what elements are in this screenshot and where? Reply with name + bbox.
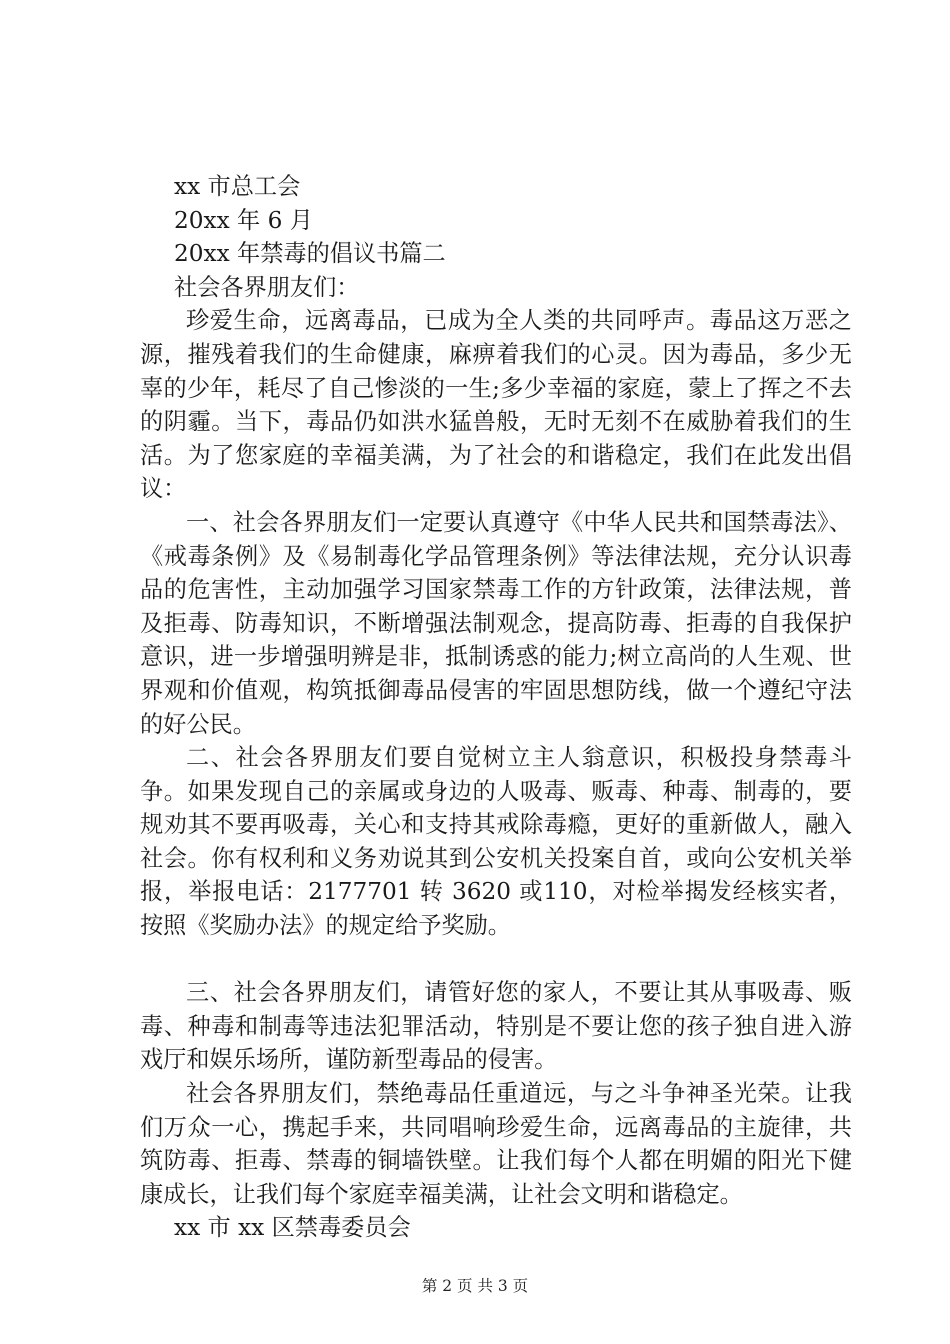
document-body (140, 170, 852, 1245)
date-line: 20xx 年 6 月 (174, 206, 313, 234)
intro-paragraph: 珍爱生命，远离毒品，已成为全人类的共同呼声。毒品这万恶之源，摧残着我们的生命健康，麻痹着我们的心灵。因为毒品，多少无辜的少年，耗尽了自己惨淡的一生;多少幸福的家庭，蒙上了挥之不去的阴霾。当下，毒品仍如洪水猛兽般，无时无刻不在威胁着我们的生活。为了您家庭的幸福美满，为了社会的和谐稳定，我们在此发出倡议： (140, 307, 852, 503)
point-1-paragraph: 一、社会各界朋友们一定要认真遵守《中华人民共和国禁毒法》、《戒毒条例》及《易制毒化学品管理条例》等法律法规，充分认识毒品的危害性，主动加强学习国家禁毒工作的方针政策，法律法规，普及拒毒、防毒知识，不断增强法制观念，提高防毒、拒毒的自我保护意识，进一步增强明辨是非，抵制诱惑的能力;树立高尚的人生观、世界观和价值观，构筑抵御毒品侵害的牢固思想防线，做一个遵纪守法的好公民。 (140, 508, 852, 738)
signature-union: xx 市总工会 (174, 173, 301, 200)
signature-committee: xx 市 xx 区禁毒委员会 (174, 1214, 411, 1242)
page-number-footer: 第 2 页 共 3 页 (421, 1277, 529, 1295)
closing-paragraph: 社会各界朋友们，禁绝毒品任重道远，与之斗争神圣光荣。让我们万众一心，携起手来，共同唱响珍爱生命，远离毒品的主旋律，共筑防毒、拒毒、禁毒的铜墙铁壁。让我们每个人都在明媚的阳光下健康成长，让我们每个家庭幸福美满，让社会文明和谐稳定。 (140, 1080, 852, 1208)
section-title: 20xx 年禁毒的倡议书篇二 (174, 240, 446, 268)
salutation: 社会各界朋友们： (174, 273, 360, 301)
point-3-paragraph: 三、社会各界朋友们，请管好您的家人，不要让其从事吸毒、贩毒、种毒和制毒等违法犯罪活动，特别是不要让您的孩子独自进入游戏厅和娱乐场所，谨防新型毒品的侵害。 (140, 979, 852, 1074)
point-2-paragraph: 二、社会各界朋友们要自觉树立主人翁意识，积极投身禁毒斗争。如果发现自己的亲属或身边的人吸毒、贩毒、种毒、制毒的，要规劝其不要再吸毒，关心和支持其戒除毒瘾，更好的重新做人，融入社会。你有权利和义务劝说其到公安机关投案自首，或向公安机关举报，举报电话：2177701 转 3620 或110，对检举揭发经核实者，按照《奖励办法》的规定给予奖励。 (140, 744, 852, 940)
